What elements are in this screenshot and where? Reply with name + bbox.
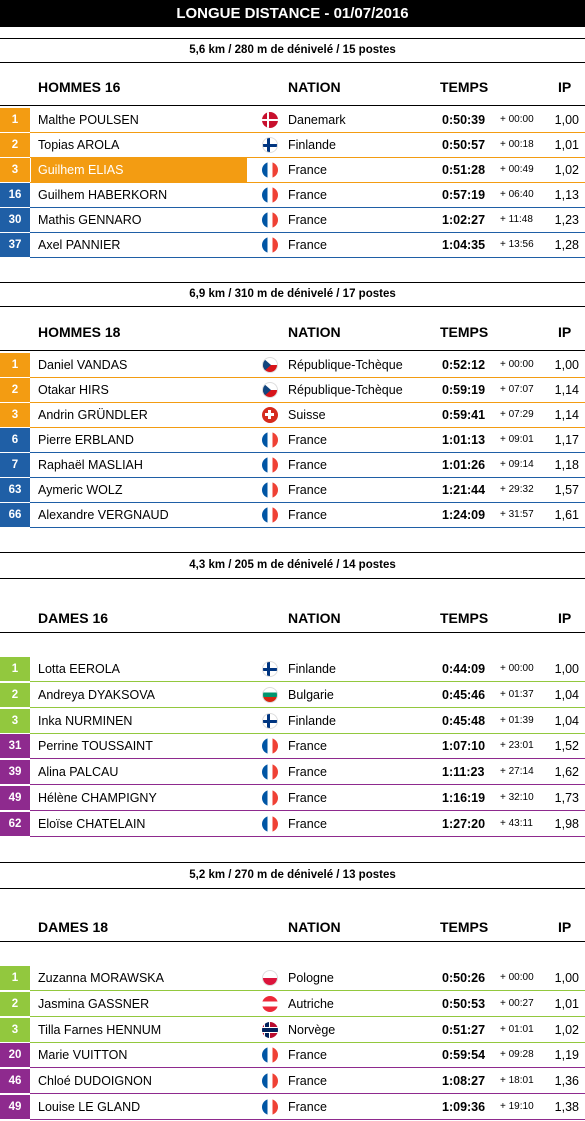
table-row xyxy=(0,503,585,528)
nation: Finlande xyxy=(288,713,336,728)
row-divider xyxy=(30,257,585,258)
category-title: DAMES 18 xyxy=(38,919,109,935)
ip-value: 1,14 xyxy=(554,383,579,397)
table-row xyxy=(0,1069,585,1094)
row-divider xyxy=(30,1119,585,1120)
table-row xyxy=(0,683,585,708)
fr-flag-icon xyxy=(262,432,278,448)
ch-flag-icon xyxy=(262,407,278,423)
ip-value: 1,18 xyxy=(554,458,579,472)
time-gap: + 13:56 xyxy=(500,239,534,250)
athlete-name: Axel PANNIER xyxy=(38,238,121,252)
ip-value: 1,14 xyxy=(554,408,579,422)
table-row xyxy=(0,786,585,811)
fr-flag-icon xyxy=(262,738,278,754)
rank-badge: 3 xyxy=(0,1018,30,1042)
time: 0:50:26 xyxy=(442,971,486,985)
time-gap: + 00:18 xyxy=(500,139,534,150)
ip-value: 1,01 xyxy=(554,996,579,1011)
time: 1:02:27 xyxy=(442,213,486,227)
ip-value: 1,13 xyxy=(554,188,579,202)
athlete-name: Eloïse CHATELAIN xyxy=(38,816,146,831)
table-row xyxy=(0,812,585,837)
time-gap: + 19:10 xyxy=(500,1101,534,1112)
athlete-name: Tilla Farnes HENNUM xyxy=(38,1022,162,1037)
time-column-header: TEMPS xyxy=(440,79,489,95)
ip-column-header: IP xyxy=(558,79,572,95)
ip-value: 1,62 xyxy=(554,765,579,780)
time-gap: + 01:01 xyxy=(500,1023,534,1035)
time-gap: + 01:39 xyxy=(500,714,534,726)
ip-value: 1,00 xyxy=(554,113,579,127)
ip-value: 1,98 xyxy=(554,816,579,831)
time-gap: + 09:14 xyxy=(500,459,534,470)
category-title: DAMES 16 xyxy=(38,610,109,626)
athlete-name: Pierre ERBLAND xyxy=(38,433,134,447)
no-flag-icon xyxy=(262,1022,278,1038)
rank-badge: 7 xyxy=(0,453,30,477)
time-gap: + 06:40 xyxy=(500,189,534,200)
time: 1:04:35 xyxy=(442,238,486,252)
table-row xyxy=(0,183,585,208)
time-gap: + 23:01 xyxy=(500,740,534,752)
time: 0:57:19 xyxy=(442,188,486,202)
athlete-name: Marie VUITTON xyxy=(38,1048,128,1063)
time: 0:52:12 xyxy=(442,358,486,372)
athlete-name: Raphaël MASLIAH xyxy=(38,458,143,472)
rank-badge: 39 xyxy=(0,760,30,784)
nation: France xyxy=(288,163,327,177)
time: 1:01:13 xyxy=(442,433,486,447)
time-gap: + 18:01 xyxy=(500,1075,534,1087)
time: 0:50:53 xyxy=(442,996,486,1011)
header-divider xyxy=(0,350,585,351)
time: 1:09:36 xyxy=(442,1100,486,1114)
ip-value: 1,00 xyxy=(554,358,579,372)
course-info: 5,2 km / 270 m de dénivelé / 13 postes xyxy=(0,862,585,889)
nation: France xyxy=(288,765,327,780)
time-gap: + 32:10 xyxy=(500,792,534,803)
ip-value: 1,73 xyxy=(554,791,579,805)
nation: Pologne xyxy=(288,971,334,985)
table-row xyxy=(0,709,585,734)
time-gap: + 00:00 xyxy=(500,114,534,125)
nation: Suisse xyxy=(288,408,326,422)
athlete-name: Louise LE GLAND xyxy=(38,1100,141,1114)
time-gap: + 00:00 xyxy=(500,972,534,983)
nation: France xyxy=(288,816,327,831)
fr-flag-icon xyxy=(262,1099,278,1115)
time: 0:59:41 xyxy=(442,408,486,422)
table-row xyxy=(0,734,585,759)
nation: France xyxy=(288,791,327,805)
table-row xyxy=(0,992,585,1017)
header-divider xyxy=(0,632,585,633)
nation-column-header: NATION xyxy=(288,79,341,95)
nation: France xyxy=(288,433,327,447)
table-row xyxy=(0,453,585,478)
athlete-name: Otakar HIRS xyxy=(38,383,109,397)
nation: France xyxy=(288,213,327,227)
ip-value: 1,02 xyxy=(554,163,579,177)
nation: France xyxy=(288,1074,327,1089)
athlete-name: Perrine TOUSSAINT xyxy=(38,739,153,754)
table-row xyxy=(0,428,585,453)
bg-flag-icon xyxy=(262,687,278,703)
time-column-header: TEMPS xyxy=(440,324,489,340)
nation-column-header: NATION xyxy=(288,610,341,626)
nation: Norvège xyxy=(288,1022,336,1037)
ip-column-header: IP xyxy=(558,610,572,626)
rank-badge: 62 xyxy=(0,812,30,836)
rank-badge: 2 xyxy=(0,992,30,1016)
athlete-name: Guilhem ELIAS xyxy=(38,163,124,177)
course-info: 6,9 km / 310 m de dénivelé / 17 postes xyxy=(0,282,585,307)
athlete-name: Alina PALCAU xyxy=(38,765,119,780)
row-divider xyxy=(30,836,585,837)
ip-column-header: IP xyxy=(558,919,572,935)
table-row xyxy=(0,353,585,378)
table-row xyxy=(0,966,585,991)
ip-value: 1,02 xyxy=(554,1022,579,1037)
time: 0:50:57 xyxy=(442,138,486,152)
time: 1:11:23 xyxy=(442,765,485,780)
fi-flag-icon xyxy=(262,713,278,729)
table-row xyxy=(0,657,585,682)
time: 1:24:09 xyxy=(442,508,486,522)
ip-value: 1,36 xyxy=(554,1074,579,1089)
rank-badge: 1 xyxy=(0,108,30,132)
time: 1:08:27 xyxy=(442,1074,486,1089)
time-gap: + 27:14 xyxy=(500,766,534,778)
time: 1:07:10 xyxy=(442,739,486,754)
header-divider xyxy=(0,105,585,106)
athlete-name: Daniel VANDAS xyxy=(38,358,128,372)
page-title: LONGUE DISTANCE - 01/07/2016 xyxy=(0,0,585,27)
rank-badge: 2 xyxy=(0,378,30,402)
fr-flag-icon xyxy=(262,237,278,253)
nation: Autriche xyxy=(288,996,334,1011)
athlete-name: Chloé DUDOIGNON xyxy=(38,1074,152,1089)
nation: République-Tchèque xyxy=(288,383,403,397)
nation-column-header: NATION xyxy=(288,919,341,935)
athlete-name: Topias AROLA xyxy=(38,138,120,152)
table-row xyxy=(0,1018,585,1043)
fr-flag-icon xyxy=(262,1073,278,1089)
rank-badge: 30 xyxy=(0,208,30,232)
nation: France xyxy=(288,458,327,472)
time: 0:45:48 xyxy=(442,713,486,728)
fr-flag-icon xyxy=(262,764,278,780)
fr-flag-icon xyxy=(262,162,278,178)
rank-badge: 1 xyxy=(0,657,30,681)
rank-badge: 16 xyxy=(0,183,30,207)
at-flag-icon xyxy=(262,996,278,1012)
fr-flag-icon xyxy=(262,507,278,523)
time: 1:21:44 xyxy=(442,483,486,497)
table-row xyxy=(0,208,585,233)
nation: Danemark xyxy=(288,113,346,127)
rank-badge: 49 xyxy=(0,786,30,810)
rank-badge: 3 xyxy=(0,709,30,733)
time-gap: + 07:29 xyxy=(500,409,534,420)
fi-flag-icon xyxy=(262,137,278,153)
time: 0:44:09 xyxy=(442,662,486,676)
time: 0:51:27 xyxy=(442,1022,486,1037)
athlete-name: Andreya DYAKSOVA xyxy=(38,687,155,702)
nation: France xyxy=(288,483,327,497)
table-row xyxy=(0,1043,585,1068)
nation: France xyxy=(288,739,327,754)
athlete-name: Malthe POULSEN xyxy=(38,113,139,127)
time-gap: + 29:32 xyxy=(500,484,534,495)
rank-badge: 63 xyxy=(0,478,30,502)
time-gap: + 00:00 xyxy=(500,663,534,674)
rank-badge: 2 xyxy=(0,133,30,157)
table-row xyxy=(0,233,585,258)
athlete-name: Inka NURMINEN xyxy=(38,713,133,728)
ip-value: 1,23 xyxy=(554,213,579,227)
time: 1:16:19 xyxy=(442,791,486,805)
fr-flag-icon xyxy=(262,457,278,473)
course-info: 5,6 km / 280 m de dénivelé / 15 postes xyxy=(0,38,585,63)
nation: France xyxy=(288,1100,327,1114)
athlete-name: Hélène CHAMPIGNY xyxy=(38,791,157,805)
time-gap: + 01:37 xyxy=(500,688,534,700)
time: 0:51:28 xyxy=(442,163,486,177)
header-divider xyxy=(0,941,585,942)
ip-value: 1,04 xyxy=(554,713,579,728)
fr-flag-icon xyxy=(262,212,278,228)
time-column-header: TEMPS xyxy=(440,610,489,626)
ip-value: 1,04 xyxy=(554,687,579,702)
time: 0:59:54 xyxy=(442,1048,486,1063)
ip-value: 1,28 xyxy=(554,238,579,252)
rank-badge: 3 xyxy=(0,158,30,182)
row-divider xyxy=(30,527,585,528)
athlete-name: Jasmina GASSNER xyxy=(38,996,150,1011)
category-title: HOMMES 18 xyxy=(38,324,121,340)
nation: Finlande xyxy=(288,138,336,152)
rank-badge: 37 xyxy=(0,233,30,257)
table-row xyxy=(0,760,585,785)
nation: France xyxy=(288,508,327,522)
ip-value: 1,00 xyxy=(554,971,579,985)
pl-flag-icon xyxy=(262,970,278,986)
time: 0:50:39 xyxy=(442,113,486,127)
dk-flag-icon xyxy=(262,112,278,128)
athlete-name: Zuzanna MORAWSKA xyxy=(38,971,164,985)
nation: France xyxy=(288,1048,327,1063)
time-gap: + 11:48 xyxy=(500,214,533,225)
nation-column-header: NATION xyxy=(288,324,341,340)
table-row xyxy=(0,108,585,133)
fr-flag-icon xyxy=(262,816,278,832)
ip-value: 1,38 xyxy=(554,1100,579,1114)
time-gap: + 00:49 xyxy=(500,164,534,175)
ip-value: 1,00 xyxy=(554,662,579,676)
time-gap: + 07:07 xyxy=(500,384,534,395)
time: 1:01:26 xyxy=(442,458,486,472)
fr-flag-icon xyxy=(262,1047,278,1063)
ip-column-header: IP xyxy=(558,324,572,340)
rank-badge: 3 xyxy=(0,403,30,427)
rank-badge: 66 xyxy=(0,503,30,527)
fr-flag-icon xyxy=(262,482,278,498)
ip-value: 1,19 xyxy=(554,1048,579,1063)
time-gap: + 31:57 xyxy=(500,509,534,520)
table-row xyxy=(0,1095,585,1120)
time-gap: + 09:01 xyxy=(500,434,534,445)
ip-value: 1,57 xyxy=(554,483,579,497)
table-row xyxy=(0,403,585,428)
nation: Bulgarie xyxy=(288,687,334,702)
ip-value: 1,61 xyxy=(554,508,579,522)
time-column-header: TEMPS xyxy=(440,919,489,935)
time: 0:59:19 xyxy=(442,383,486,397)
rank-badge: 31 xyxy=(0,734,30,758)
fr-flag-icon xyxy=(262,790,278,806)
rank-badge: 1 xyxy=(0,353,30,377)
rank-badge: 6 xyxy=(0,428,30,452)
time-gap: + 00:27 xyxy=(500,997,534,1009)
table-row xyxy=(0,478,585,503)
time-gap: + 00:00 xyxy=(500,359,534,370)
course-info: 4,3 km / 205 m de dénivelé / 14 postes xyxy=(0,552,585,579)
athlete-name: Guilhem HABERKORN xyxy=(38,188,168,202)
rank-badge: 1 xyxy=(0,966,30,990)
ip-value: 1,52 xyxy=(554,739,579,754)
time: 0:45:46 xyxy=(442,687,486,702)
rank-badge: 2 xyxy=(0,683,30,707)
athlete-name: Mathis GENNARO xyxy=(38,213,142,227)
cz-flag-icon xyxy=(262,357,278,373)
rank-badge: 49 xyxy=(0,1095,30,1119)
nation: France xyxy=(288,238,327,252)
category-title: HOMMES 16 xyxy=(38,79,121,95)
cz-flag-icon xyxy=(262,382,278,398)
ip-value: 1,17 xyxy=(554,433,579,447)
table-row xyxy=(0,378,585,403)
athlete-name: Aymeric WOLZ xyxy=(38,483,123,497)
athlete-name: Lotta EEROLA xyxy=(38,662,120,676)
table-row xyxy=(0,158,585,183)
time-gap: + 09:28 xyxy=(500,1049,534,1061)
table-row xyxy=(0,133,585,158)
time: 1:27:20 xyxy=(442,816,486,831)
time-gap: + 43:11 xyxy=(500,817,533,829)
nation: France xyxy=(288,188,327,202)
nation: République-Tchèque xyxy=(288,358,403,372)
fr-flag-icon xyxy=(262,187,278,203)
nation: Finlande xyxy=(288,662,336,676)
fi-flag-icon xyxy=(262,661,278,677)
rank-badge: 20 xyxy=(0,1043,30,1067)
athlete-name: Alexandre VERGNAUD xyxy=(38,508,169,522)
athlete-name: Andrin GRÜNDLER xyxy=(38,408,148,422)
rank-badge: 46 xyxy=(0,1069,30,1093)
ip-value: 1,01 xyxy=(554,138,579,152)
